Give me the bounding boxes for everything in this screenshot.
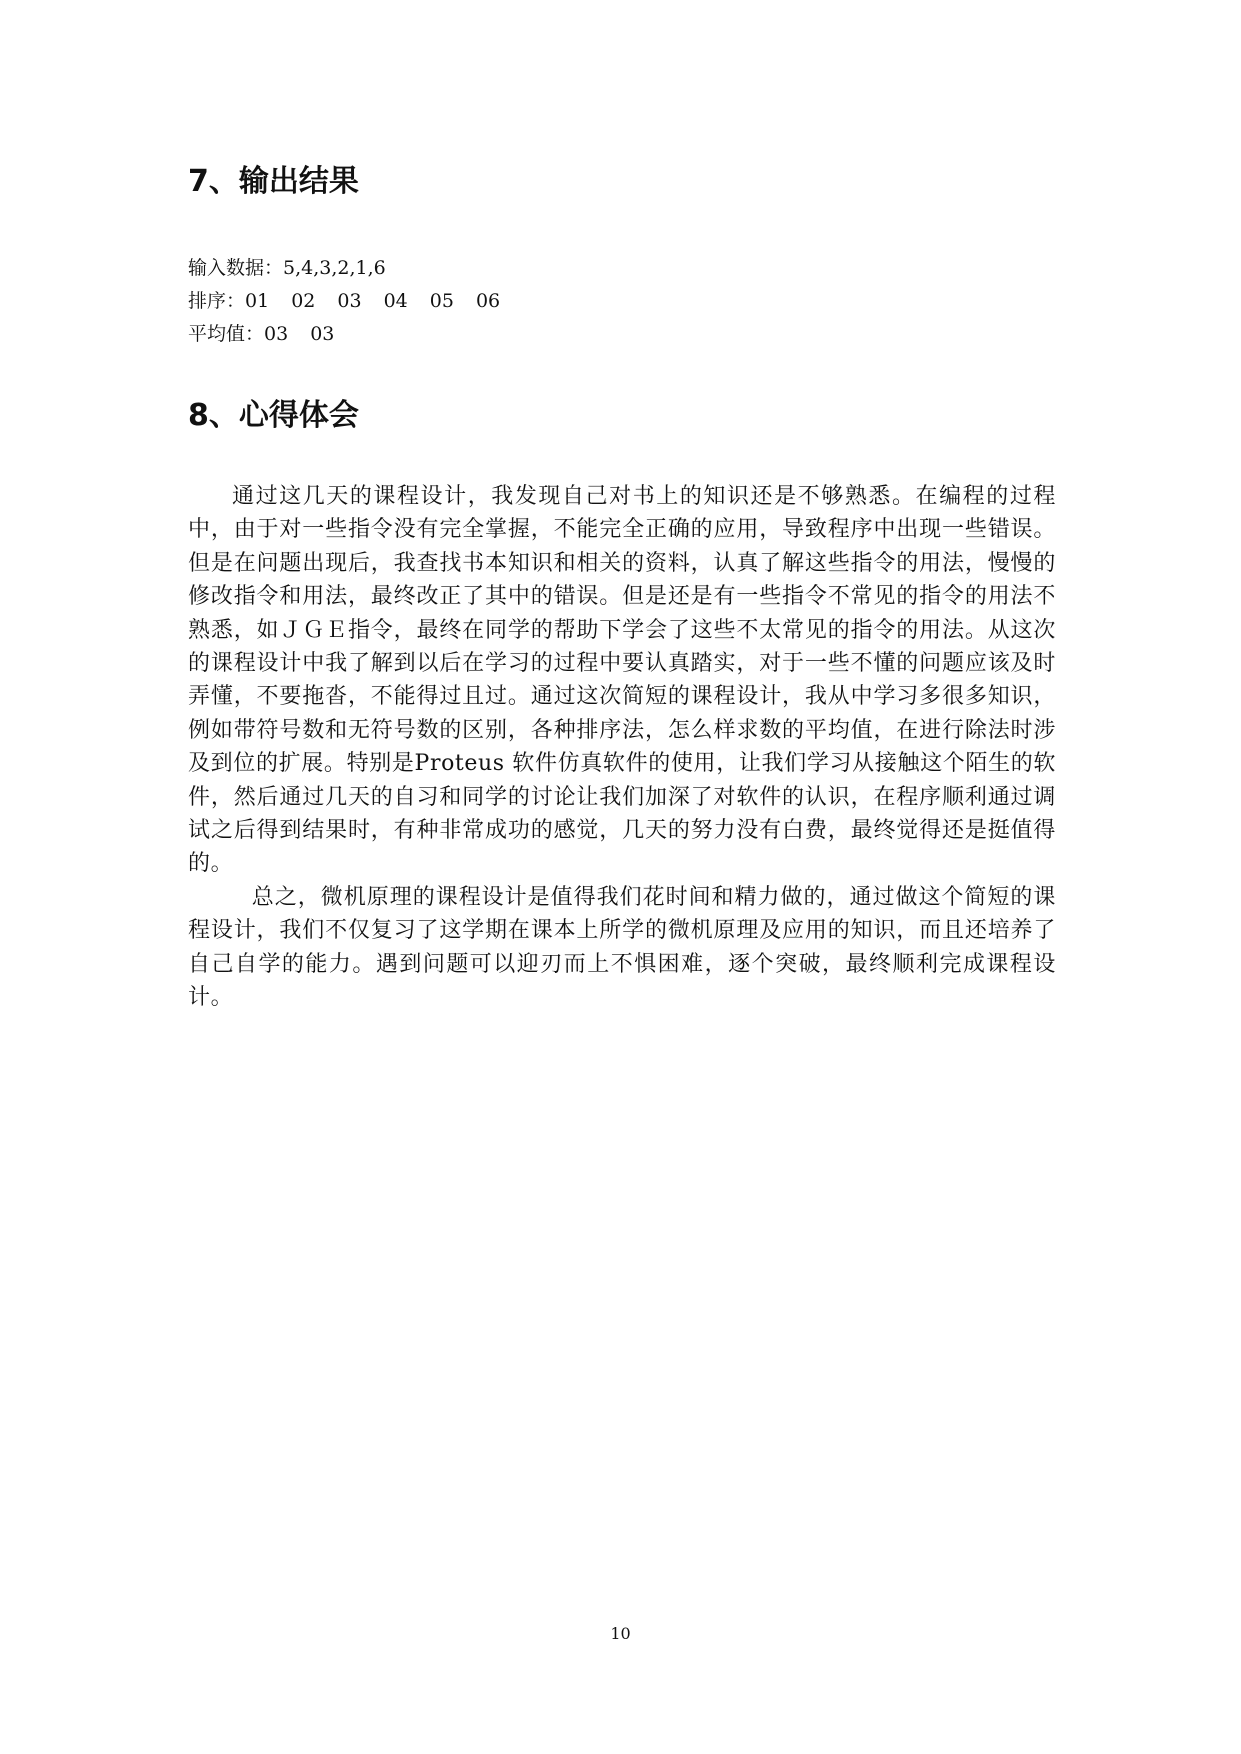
average-line [188,318,522,351]
input-data-line [188,252,522,285]
sort-value: 02 [291,290,316,312]
reflection-paragraph-1: 通过这几天的课程设计，我发现自己对书上的知识还是不够熟悉。在编程的过程中，由于对一些指令没有完全掌握，不能完全正确的应用，导致程序中出现一些错误。但是在问题出现后，我查找书本知识和相关的资料，认真了解这些指令的用法，慢慢的修改指令和用法，最终改正了其中的错误。但是还是有一些指令不常见的指令的用法不熟悉，如ＪＧＥ指令，最终在同学的帮助下学会了这些不太常见的指令的用法。从这次的课程设计中我了解到以后在学习的过程中要认真踏实，对于一些不懂的问题应该及时弄懂，不要拖沓，不能得过且过。通过这次简短的课程设计，我从中学习多很多知识，例如带符号数和无符号数的区别，各种排序法，怎么样求数的平均值，在进行除法时涉及到位的扩展。特别是Proteus 软件仿真软件的使用，让我们学习从接触这个陌生的软件，然后通过几天的自习和同学的讨论让我们加深了对软件的认识，在程序顺利通过调试之后得到结果时，有种非常成功的感觉，几天的努力没有白费，最终觉得还是挺值得的。 [188,484,1056,877]
reflection-body [188,480,1056,1015]
average-value: 03 [310,323,335,345]
average-values [264,323,356,345]
average-label: 平均值： [188,323,265,345]
sort-value: 06 [475,290,501,312]
section-7-heading: 7、输出结果 [188,164,359,199]
input-data-label: 输入数据： [188,257,284,279]
page-number: 10 [610,1624,631,1643]
sort-value: 03 [337,290,362,312]
sort-line [188,285,522,318]
sort-value: 04 [383,290,408,312]
sort-value: 05 [429,290,454,312]
input-data-value: 5,4,3,2,1,6 [283,257,386,279]
section-8-heading: 8、心得体会 [188,398,359,433]
reflection-paragraph-2: 总之，微机原理的课程设计是值得我们花时间和精力做的，通过做这个简短的课程设计，我们不仅复习了这学期在课本上所学的微机原理及应用的知识，而且还培养了自己自学的能力。遇到问题可以迎刃而上不惧困难，逐个突破，最终顺利完成课程设计。 [188,884,1056,1011]
sort-value: 01 [245,290,270,312]
sort-label: 排序： [188,290,246,312]
average-value: 03 [264,323,289,345]
sort-values [245,290,522,312]
output-results [188,252,522,351]
